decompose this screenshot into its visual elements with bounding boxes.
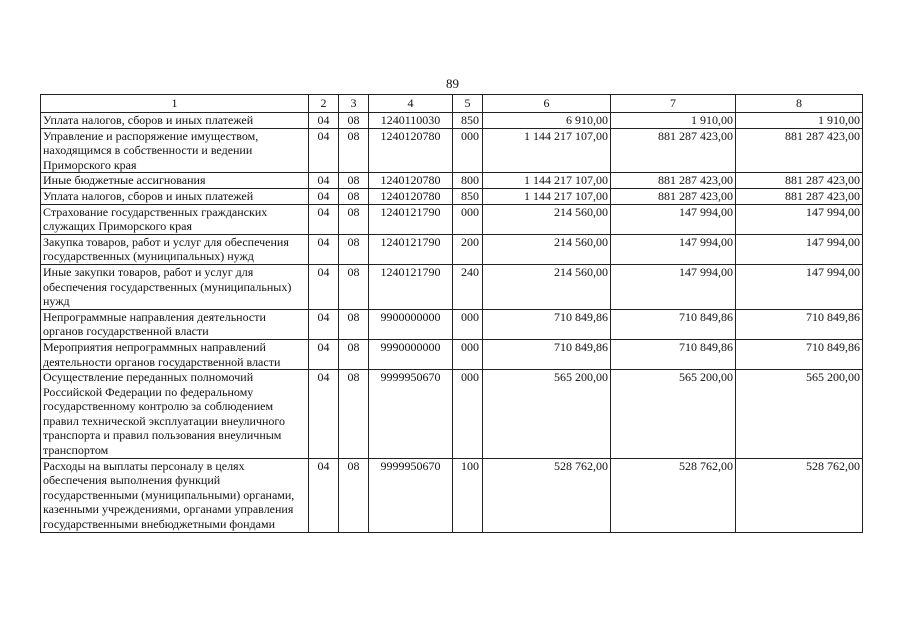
expense-type-cell: 100: [453, 458, 483, 532]
expense-type-cell: 240: [453, 264, 483, 309]
amount-col7-cell: 881 287 423,00: [611, 173, 736, 189]
amount-col7-cell: 881 287 423,00: [611, 128, 736, 173]
amount-col7-cell: 1 910,00: [611, 113, 736, 129]
target-article-cell: 9999950670: [369, 370, 453, 459]
target-article-cell: 1240121790: [369, 264, 453, 309]
expense-name-cell: Страхование государственных гражданских служащих Приморского края: [41, 204, 309, 234]
expense-type-cell: 000: [453, 128, 483, 173]
amount-col6-cell: 1 144 217 107,00: [483, 173, 611, 189]
amount-col6-cell: 214 560,00: [483, 204, 611, 234]
amount-col6-cell: 710 849,86: [483, 339, 611, 369]
expense-name-cell: Закупка товаров, работ и услуг для обеспечения государственных (муниципальных) нужд: [41, 234, 309, 264]
amount-col6-cell: 528 762,00: [483, 458, 611, 532]
subsection-code-cell: 08: [339, 204, 369, 234]
section-code-cell: 04: [309, 173, 339, 189]
expense-type-cell: 000: [453, 339, 483, 369]
column-header: 6: [483, 95, 611, 113]
section-code-cell: 04: [309, 264, 339, 309]
section-code-cell: 04: [309, 204, 339, 234]
expense-type-cell: 850: [453, 113, 483, 129]
amount-col8-cell: 565 200,00: [736, 370, 863, 459]
amount-col8-cell: 881 287 423,00: [736, 128, 863, 173]
expense-name-cell: Иные бюджетные ассигнования: [41, 173, 309, 189]
table-row: [41, 188, 863, 204]
section-code-cell: 04: [309, 128, 339, 173]
expense-type-cell: 000: [453, 204, 483, 234]
budget-table: [40, 94, 863, 533]
amount-col7-cell: 147 994,00: [611, 204, 736, 234]
column-header: 2: [309, 95, 339, 113]
section-code-cell: 04: [309, 458, 339, 532]
column-header: 4: [369, 95, 453, 113]
amount-col6-cell: 214 560,00: [483, 234, 611, 264]
table-row: [41, 204, 863, 234]
expense-name-cell: Уплата налогов, сборов и иных платежей: [41, 113, 309, 129]
table-row: [41, 113, 863, 129]
target-article-cell: 1240110030: [369, 113, 453, 129]
amount-col8-cell: 147 994,00: [736, 234, 863, 264]
table-row: [41, 173, 863, 189]
amount-col7-cell: 528 762,00: [611, 458, 736, 532]
amount-col6-cell: 565 200,00: [483, 370, 611, 459]
target-article-cell: 1240121790: [369, 204, 453, 234]
subsection-code-cell: 08: [339, 264, 369, 309]
table-row: [41, 309, 863, 339]
subsection-code-cell: 08: [339, 309, 369, 339]
subsection-code-cell: 08: [339, 113, 369, 129]
table-row: [41, 458, 863, 532]
section-code-cell: 04: [309, 188, 339, 204]
page-number: 89: [446, 76, 459, 91]
subsection-code-cell: 08: [339, 128, 369, 173]
section-code-cell: 04: [309, 113, 339, 129]
amount-col7-cell: 710 849,86: [611, 309, 736, 339]
amount-col8-cell: 147 994,00: [736, 204, 863, 234]
target-article-cell: 9990000000: [369, 339, 453, 369]
expense-type-cell: 800: [453, 173, 483, 189]
expense-name-cell: Иные закупки товаров, работ и услуг для обеспечения государственных (муниципальных) нужд: [41, 264, 309, 309]
subsection-code-cell: 08: [339, 173, 369, 189]
amount-col8-cell: 710 849,86: [736, 339, 863, 369]
amount-col6-cell: 1 144 217 107,00: [483, 188, 611, 204]
subsection-code-cell: 08: [339, 370, 369, 459]
section-code-cell: 04: [309, 309, 339, 339]
expense-name-cell: Уплата налогов, сборов и иных платежей: [41, 188, 309, 204]
section-code-cell: 04: [309, 339, 339, 369]
subsection-code-cell: 08: [339, 188, 369, 204]
target-article-cell: 1240120780: [369, 173, 453, 189]
amount-col7-cell: 881 287 423,00: [611, 188, 736, 204]
subsection-code-cell: 08: [339, 339, 369, 369]
subsection-code-cell: 08: [339, 458, 369, 532]
target-article-cell: 1240120780: [369, 128, 453, 173]
expense-name-cell: Управление и распоряжение имуществом, находящимся в собственности и ведении Приморского края: [41, 128, 309, 173]
amount-col8-cell: 881 287 423,00: [736, 188, 863, 204]
table-row: [41, 128, 863, 173]
column-header: 5: [453, 95, 483, 113]
amount-col8-cell: 881 287 423,00: [736, 173, 863, 189]
column-header: 3: [339, 95, 369, 113]
amount-col8-cell: 1 910,00: [736, 113, 863, 129]
subsection-code-cell: 08: [339, 234, 369, 264]
header-row: [41, 95, 863, 113]
amount-col8-cell: 528 762,00: [736, 458, 863, 532]
expense-type-cell: 850: [453, 188, 483, 204]
amount-col7-cell: 147 994,00: [611, 234, 736, 264]
expense-type-cell: 200: [453, 234, 483, 264]
table-row: [41, 339, 863, 369]
column-header: 1: [41, 95, 309, 113]
expense-name-cell: Расходы на выплаты персоналу в целях обеспечения выполнения функций государственными (муниципальными) органами, казенными учреждениями, органами управления государственными внебюджетными фондами: [41, 458, 309, 532]
amount-col7-cell: 565 200,00: [611, 370, 736, 459]
amount-col7-cell: 147 994,00: [611, 264, 736, 309]
table-row: [41, 234, 863, 264]
target-article-cell: 9999950670: [369, 458, 453, 532]
amount-col7-cell: 710 849,86: [611, 339, 736, 369]
table-row: [41, 370, 863, 459]
amount-col6-cell: 214 560,00: [483, 264, 611, 309]
column-header: 8: [736, 95, 863, 113]
amount-col6-cell: 710 849,86: [483, 309, 611, 339]
target-article-cell: 9900000000: [369, 309, 453, 339]
target-article-cell: 1240121790: [369, 234, 453, 264]
expense-name-cell: Осуществление переданных полномочий Российской Федерации по федеральному государственному контролю за соблюдением правил технической эксплуатации внеуличного транспорта и правил пользования внеуличным транспортом: [41, 370, 309, 459]
target-article-cell: 1240120780: [369, 188, 453, 204]
section-code-cell: 04: [309, 370, 339, 459]
column-header: 7: [611, 95, 736, 113]
amount-col8-cell: 710 849,86: [736, 309, 863, 339]
amount-col6-cell: 1 144 217 107,00: [483, 128, 611, 173]
expense-name-cell: Мероприятия непрограммных направлений деятельности органов государственной власти: [41, 339, 309, 369]
expense-type-cell: 000: [453, 309, 483, 339]
table-row: [41, 264, 863, 309]
section-code-cell: 04: [309, 234, 339, 264]
amount-col6-cell: 6 910,00: [483, 113, 611, 129]
amount-col8-cell: 147 994,00: [736, 264, 863, 309]
expense-name-cell: Непрограммные направления деятельности органов государственной власти: [41, 309, 309, 339]
expense-type-cell: 000: [453, 370, 483, 459]
